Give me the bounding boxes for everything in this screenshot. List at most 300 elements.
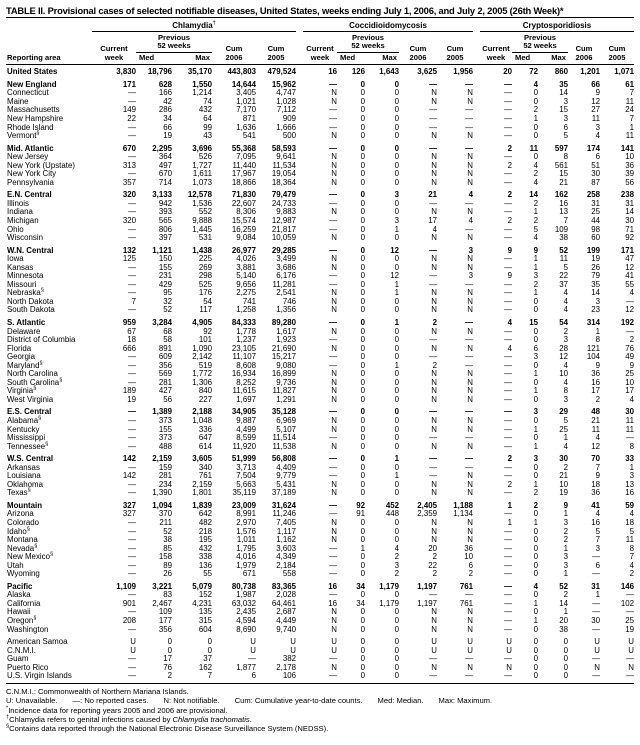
data-cell: 4 (595, 131, 600, 141)
column-gap (296, 255, 303, 264)
data-cell: N (331, 386, 337, 396)
data-cell: 0 (394, 645, 399, 655)
data-cell: 99 (203, 122, 212, 132)
data-cell: N (467, 177, 473, 187)
column-gap (296, 68, 303, 77)
data-cell: 11,920 (232, 441, 256, 451)
data-cell: — (465, 105, 473, 115)
data-cell: 488 (158, 441, 172, 451)
data-cell: 11 (591, 424, 600, 434)
data-cell: 7 (629, 88, 634, 98)
data-cell: — (592, 552, 600, 562)
data-cell: 35 (591, 279, 600, 289)
data-cell: 20 (559, 616, 568, 626)
data-cell: — (329, 543, 337, 553)
data-cell: 135 (198, 607, 212, 617)
data-cell: 4,499 (236, 424, 256, 434)
data-cell: 6 (533, 343, 538, 353)
data-cell: 356 (158, 624, 172, 634)
data-cell: 10,059 (271, 233, 296, 243)
data-cell: — (128, 543, 136, 553)
data-cell: 1,979 (236, 560, 256, 570)
data-cell: — (128, 122, 136, 132)
data-cell: 0 (533, 543, 538, 553)
data-cell: 38 (163, 535, 172, 545)
data-cell: 0 (533, 296, 538, 306)
data-cell: 14 (529, 190, 538, 200)
column-gap (473, 417, 480, 426)
data-cell: 1 (629, 462, 634, 472)
data-cell: 1 (360, 543, 365, 553)
column-gap (473, 170, 480, 179)
column-gap (473, 455, 480, 464)
data-cell: — (504, 616, 512, 626)
data-cell: 54 (203, 296, 212, 306)
reporting-area-label: Idaho§ (7, 525, 30, 536)
table-row (6, 545, 634, 554)
table-row (6, 396, 634, 405)
data-cell: — (465, 590, 473, 600)
data-cell: 21 (591, 416, 600, 425)
data-cell: — (329, 654, 337, 664)
data-cell: 1,617 (276, 326, 296, 336)
data-cell: — (465, 113, 473, 123)
max-header: Max (382, 52, 397, 62)
data-cell: N (628, 662, 634, 672)
data-cell: 11,440 (232, 160, 256, 170)
reporting-area-label: New Jersey (7, 152, 49, 162)
table-row (6, 191, 634, 200)
column-gap (296, 464, 303, 473)
data-cell: — (128, 488, 136, 498)
data-cell: 68 (163, 326, 172, 336)
data-cell: 0 (360, 245, 365, 255)
data-cell: 16,899 (271, 369, 296, 379)
data-cell: 126 (351, 67, 365, 77)
table-row (6, 200, 634, 209)
data-cell: — (592, 654, 600, 664)
data-cell: 0 (533, 509, 538, 519)
data-cell: 5,107 (276, 424, 296, 434)
data-cell: N (467, 386, 473, 396)
data-cell: N (431, 386, 437, 396)
column-gap (473, 443, 480, 452)
data-cell: 0 (360, 343, 365, 353)
data-cell: N (431, 607, 437, 617)
data-cell: N (331, 207, 337, 217)
data-cell: — (504, 122, 512, 132)
table-row (6, 106, 634, 115)
data-cell: 1,048 (192, 416, 212, 425)
data-cell: 117 (199, 305, 212, 315)
data-cell: 34 (356, 581, 365, 591)
data-cell: 8 (629, 543, 634, 553)
data-cell: 60 (591, 233, 600, 243)
data-cell: 4,449 (276, 616, 296, 626)
reporting-area-label: Guam (7, 654, 29, 664)
data-cell: 1,772 (192, 369, 212, 379)
data-cell: 1 (507, 518, 512, 528)
column-gap (473, 145, 480, 154)
data-cell: 35 (559, 79, 568, 89)
data-cell: 336 (198, 424, 212, 434)
data-cell: 0 (533, 326, 538, 336)
data-cell: 7 (131, 296, 136, 306)
column-gap (473, 408, 480, 417)
previous-52-weeks-header: Previous 52 weeks Med Max (136, 34, 212, 62)
data-cell: 0 (394, 122, 399, 132)
data-cell: 36 (625, 160, 634, 170)
data-cell: 357 (122, 177, 136, 187)
column-gap (296, 124, 303, 133)
data-cell: 9,641 (276, 152, 296, 162)
data-cell: 1 (394, 288, 399, 298)
column-gap (296, 345, 303, 354)
data-cell: 64 (203, 113, 212, 123)
reporting-area-label: Tennessee§ (7, 441, 49, 451)
column-gap (473, 319, 480, 328)
column-gap (473, 191, 480, 200)
reporting-area-label: Louisiana (7, 471, 41, 481)
data-cell: 0 (533, 645, 538, 655)
data-cell: U (431, 637, 437, 647)
data-cell: 20 (428, 543, 437, 553)
data-cell: U (290, 637, 296, 647)
data-cell: 1,197 (417, 581, 437, 591)
data-cell: 0 (394, 233, 399, 243)
data-cell: 1 (533, 598, 538, 608)
data-cell: 12 (625, 262, 634, 272)
data-cell: 1,727 (192, 160, 212, 170)
current-week-header: Current week (306, 44, 334, 62)
data-cell: 37 (559, 279, 568, 289)
data-cell: N (331, 607, 337, 617)
data-cell: 4 (629, 560, 634, 570)
table-row (6, 655, 634, 664)
data-cell: 1,094 (152, 500, 172, 510)
reporting-area-label: Mississippi (7, 433, 46, 443)
data-cell: N (331, 233, 337, 243)
data-cell: 840 (198, 386, 212, 396)
data-cell: 177 (158, 616, 172, 626)
data-cell: 155 (158, 262, 172, 272)
section-mark: § (26, 525, 30, 532)
data-cell: N (331, 152, 337, 162)
data-cell: 3 (533, 454, 538, 464)
data-cell: 0 (533, 394, 538, 404)
data-cell: 19 (625, 624, 634, 634)
data-cell: 10 (625, 377, 634, 387)
data-cell: 741 (242, 296, 256, 306)
data-cell: 104 (586, 352, 600, 362)
table-row (6, 562, 634, 571)
data-cell: 0 (360, 326, 365, 336)
data-cell: — (329, 569, 337, 579)
data-cell: 2 (394, 552, 399, 562)
data-cell: 2 (629, 335, 634, 345)
data-cell: — (128, 535, 136, 545)
data-cell: 0 (533, 462, 538, 472)
section-mark: § (39, 360, 43, 367)
data-cell: 647 (198, 433, 212, 443)
reporting-area-label: S. Atlantic (7, 317, 46, 327)
table-row (6, 434, 634, 443)
data-cell: — (329, 245, 337, 255)
footnotes (6, 687, 634, 734)
column-gap (296, 387, 303, 396)
data-cell: 79 (591, 271, 600, 281)
data-cell: 0 (360, 233, 365, 243)
data-cell: 1 (533, 288, 538, 298)
data-cell: 373 (158, 416, 172, 425)
data-cell: 8,690 (236, 624, 256, 634)
data-cell: N (467, 169, 473, 179)
data-cell: 614 (198, 441, 212, 451)
data-cell: 1,611 (192, 169, 212, 179)
column-gap (296, 191, 303, 200)
data-cell: 666 (122, 343, 136, 353)
asterisk-mark: * (6, 705, 9, 712)
data-cell: 0 (360, 645, 365, 655)
data-cell: — (504, 198, 512, 208)
data-cell: N (467, 96, 473, 106)
data-cell: N (467, 262, 473, 272)
data-cell: — (626, 607, 634, 617)
data-cell: 1,795 (236, 543, 256, 553)
data-cell: 2,142 (192, 352, 212, 362)
table-row (6, 124, 634, 133)
data-cell: N (467, 377, 473, 387)
data-cell: N (431, 526, 437, 536)
data-cell: 3 (563, 96, 568, 106)
data-cell: — (504, 552, 512, 562)
column-gap (296, 153, 303, 162)
data-cell: 0 (360, 479, 365, 489)
data-cell: 52 (163, 526, 172, 536)
column-gap (296, 600, 303, 609)
data-cell: — (429, 671, 437, 681)
data-cell: — (128, 233, 136, 243)
data-cell: — (329, 352, 337, 362)
column-gap (296, 489, 303, 498)
data-cell: — (429, 471, 437, 481)
reporting-area-label: Pacific (7, 581, 33, 591)
data-cell: — (592, 624, 600, 634)
column-gap (296, 264, 303, 273)
data-cell: 609 (158, 352, 172, 362)
data-cell: N (467, 152, 473, 162)
data-cell: 2,188 (192, 407, 212, 417)
reporting-area-label: Indiana (7, 207, 33, 217)
data-cell: 0 (360, 624, 365, 634)
footnote-nedss: §Contains data reported through the National Electronic Disease Surveillance System (NEDSS). (6, 723, 329, 734)
data-cell: 370 (158, 509, 172, 519)
data-cell: 0 (360, 198, 365, 208)
data-cell: 37,189 (271, 488, 296, 498)
data-cell: N (431, 518, 437, 528)
data-cell: 4 (394, 543, 399, 553)
column-gap (296, 617, 303, 626)
data-cell: 871 (242, 113, 256, 123)
section-mark: § (27, 487, 31, 494)
data-cell: N (331, 343, 337, 353)
column-gap (473, 115, 480, 124)
data-cell: 109 (554, 224, 568, 234)
reporting-area-label: New Mexico§ (7, 551, 54, 562)
data-cell: 0 (207, 637, 212, 647)
data-cell: 0 (394, 88, 399, 98)
data-cell: — (504, 79, 512, 89)
column-gap (296, 247, 303, 256)
data-cell: 71 (625, 224, 634, 234)
data-cell: — (128, 369, 136, 379)
data-cell: U (467, 645, 473, 655)
column-gap (296, 396, 303, 405)
data-cell: 0 (533, 131, 538, 141)
data-cell: — (504, 424, 512, 434)
data-cell: N (431, 377, 437, 387)
data-cell: 22 (127, 113, 136, 123)
reporting-area-label: Illinois (7, 198, 29, 208)
data-cell: 192 (620, 317, 634, 327)
data-cell: 0 (360, 254, 365, 264)
data-cell: N (431, 207, 437, 217)
reporting-area-label: Wyoming (7, 569, 40, 579)
max-header: Max (551, 52, 566, 62)
reporting-area-label: Virginia§ (7, 385, 37, 396)
reporting-area-label: South Dakota (7, 305, 55, 315)
data-cell: 34 (356, 598, 365, 608)
data-cell: — (329, 122, 337, 132)
data-cell: 17 (625, 386, 634, 396)
data-cell: 17,967 (231, 169, 256, 179)
data-cell: — (429, 113, 437, 123)
data-cell: 0 (360, 441, 365, 451)
data-cell: 12 (625, 305, 634, 315)
data-cell: 11,538 (272, 441, 296, 451)
table-header (6, 21, 634, 62)
data-cell: 1,636 (236, 122, 256, 132)
data-cell: U (250, 645, 256, 655)
data-cell: N (331, 296, 337, 306)
data-cell: — (504, 394, 512, 404)
data-cell: 642 (198, 509, 212, 519)
data-cell: — (429, 198, 437, 208)
data-cell: 5,431 (276, 479, 296, 489)
reporting-area-label: American Samoa (7, 637, 68, 647)
data-cell: 0 (563, 654, 568, 664)
table-row (6, 153, 634, 162)
data-cell: 5,663 (236, 479, 256, 489)
reporting-area-label: Colorado (7, 518, 40, 528)
data-cell: 2 (394, 569, 399, 579)
table-row (6, 426, 634, 435)
data-cell: 3 (629, 471, 634, 481)
data-cell: 0 (394, 416, 399, 425)
data-cell: 1,697 (236, 394, 256, 404)
data-cell: 397 (158, 233, 172, 243)
table-row (6, 519, 634, 528)
data-cell: 5,140 (236, 271, 256, 281)
data-cell: — (329, 462, 337, 472)
data-cell: — (128, 662, 136, 672)
previous-52-weeks-header: Previous 52 weeks Med Max (512, 34, 568, 62)
reporting-area-label: Minnesota (7, 271, 44, 281)
data-cell: — (504, 671, 512, 681)
data-cell: 1 (394, 279, 399, 289)
data-cell: 2,028 (276, 590, 296, 600)
column-gap (473, 387, 480, 396)
data-cell: — (128, 654, 136, 664)
data-cell: N (467, 326, 473, 336)
data-cell: N (431, 479, 437, 489)
table-row (6, 115, 634, 124)
data-cell: 531 (198, 233, 212, 243)
table-row (6, 672, 634, 681)
data-cell: 9 (629, 360, 634, 370)
reporting-area-label: Utah (7, 560, 24, 570)
disease-header-coccidioidomycosis (303, 21, 473, 32)
data-cell: 20 (503, 67, 512, 77)
data-cell: 0 (394, 96, 399, 106)
data-cell: N (431, 169, 437, 179)
data-cell: 443,803 (227, 67, 256, 77)
data-cell: 0 (360, 113, 365, 123)
data-cell: 0 (394, 590, 399, 600)
column-gap (296, 115, 303, 124)
data-cell: — (128, 152, 136, 162)
data-cell: 0 (360, 416, 365, 425)
data-cell: 9,656 (236, 279, 256, 289)
data-cell: 1 (394, 317, 399, 327)
data-cell: N (431, 343, 437, 353)
data-cell: 146 (620, 581, 634, 591)
data-cell: 1 (533, 254, 538, 264)
reporting-area-label: Iowa (7, 254, 24, 264)
data-cell: 7 (629, 552, 634, 562)
reporting-area-label: New Hampshire (7, 113, 64, 123)
data-cell: 628 (158, 79, 172, 89)
data-cell: 41 (625, 271, 634, 281)
data-cell: 13 (559, 207, 568, 217)
data-cell: N (431, 305, 437, 315)
data-cell: 2 (533, 198, 538, 208)
data-cell: — (329, 671, 337, 681)
data-cell: 47 (625, 254, 634, 264)
data-cell: 0 (533, 122, 538, 132)
data-cell: 199 (586, 245, 600, 255)
data-cell: 159 (158, 462, 172, 472)
data-cell: 2 (432, 360, 437, 370)
table-title: TABLE II. Provisional cases of selected notifiable diseases, United States, weeks ending July 1, 2006, and July 2, 2005 (26th Week)* (6, 5, 564, 16)
data-cell: 1 (533, 386, 538, 396)
table-row (6, 68, 634, 77)
data-cell: 0 (394, 518, 399, 528)
data-cell: 18 (625, 518, 634, 528)
data-cell: 66 (163, 122, 172, 132)
column-gap (296, 132, 303, 141)
reporting-area-label: Florida (7, 343, 32, 353)
data-cell: 0 (394, 79, 399, 89)
data-cell: 298 (198, 271, 212, 281)
data-cell: 12,987 (271, 215, 296, 225)
data-cell: 6,969 (276, 416, 296, 425)
data-cell: — (128, 88, 136, 98)
data-cell: 1 (533, 262, 538, 272)
data-cell: 76 (625, 343, 634, 353)
data-cell: 11,107 (232, 352, 256, 362)
data-cell: 48 (591, 407, 600, 417)
